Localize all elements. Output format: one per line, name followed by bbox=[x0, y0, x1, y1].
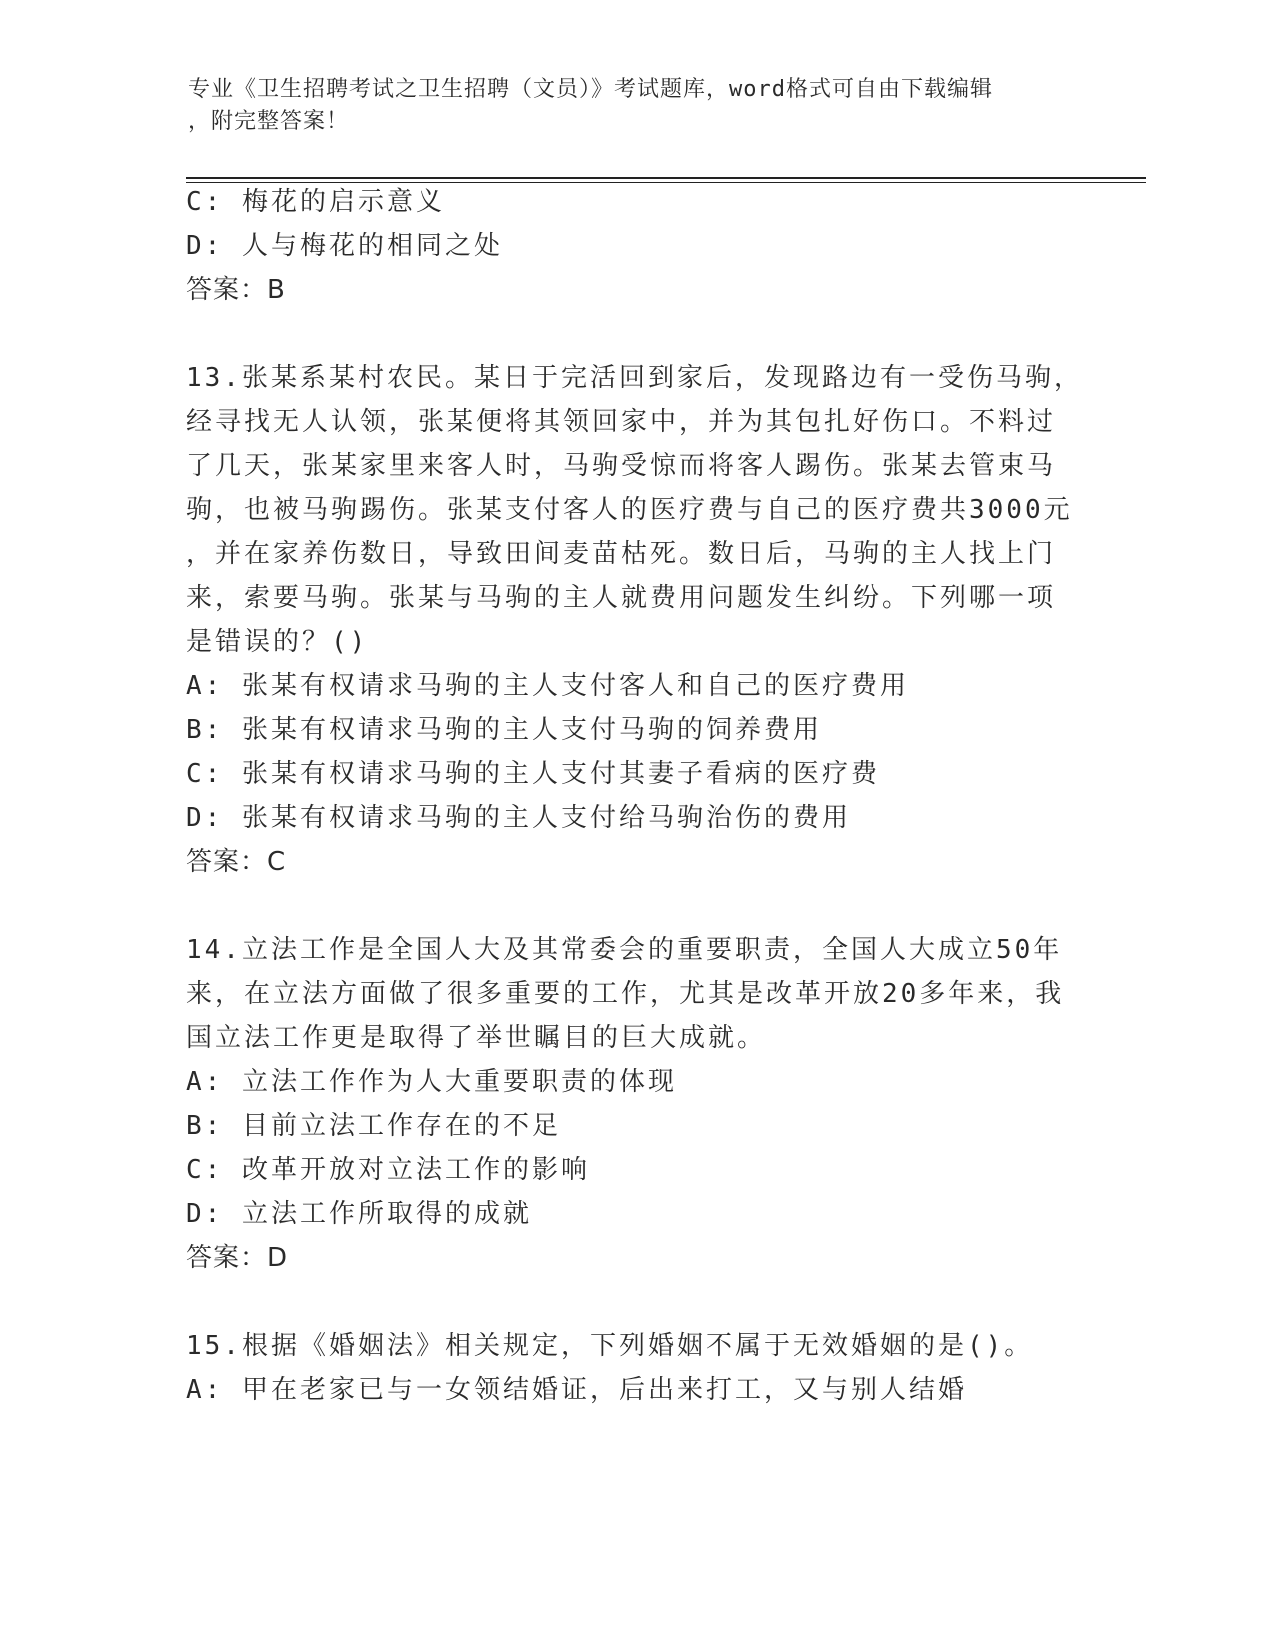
q14-stem-line: 国立法工作更是取得了举世瞩目的巨大成就。 bbox=[186, 1023, 767, 1053]
q13-stem-line: 驹，也被马驹踢伤。张某支付客人的医疗费与自己的医疗费共3000元 bbox=[186, 495, 1073, 525]
q14-stem-line: 14.立法工作是全国人大及其常委会的重要职责，全国人大成立50年 bbox=[186, 935, 1063, 965]
q13-stem-line: 13.张某系某村农民。某日于完活回到家后，发现路边有一受伤马驹， bbox=[186, 363, 1083, 393]
q15-stem-line: 15.根据《婚姻法》相关规定，下列婚姻不属于无效婚姻的是()。 bbox=[186, 1331, 1034, 1361]
header-line-2: ，附完整答案！ bbox=[188, 109, 350, 134]
q13-option-c: C: 张某有权请求马驹的主人支付其妻子看病的医疗费 bbox=[186, 759, 880, 789]
q14-option-c: C: 改革开放对立法工作的影响 bbox=[186, 1155, 590, 1185]
q15-option-a: A: 甲在老家已与一女领结婚证，后出来打工，又与别人结婚 bbox=[186, 1375, 967, 1405]
q12-answer: 答案：B bbox=[186, 275, 286, 305]
header-divider-thick bbox=[186, 177, 1146, 179]
q14-option-b: B: 目前立法工作存在的不足 bbox=[186, 1111, 561, 1141]
q13-stem-line: 来，索要马驹。张某与马驹的主人就费用问题发生纠纷。下列哪一项 bbox=[186, 583, 1057, 613]
q13-option-b: B: 张某有权请求马驹的主人支付马驹的饲养费用 bbox=[186, 715, 822, 745]
q12-option-d: D: 人与梅花的相同之处 bbox=[186, 231, 503, 261]
q14-answer: 答案：D bbox=[186, 1243, 289, 1273]
q13-stem-line: 经寻找无人认领，张某便将其领回家中，并为其包扎好伤口。不料过 bbox=[186, 407, 1057, 437]
header-divider-thin bbox=[186, 182, 1146, 183]
q13-stem-line: 了几天，张某家里来客人时，马驹受惊而将客人踢伤。张某去管束马 bbox=[186, 451, 1057, 481]
q12-option-c: C: 梅花的启示意义 bbox=[186, 187, 445, 217]
q13-answer: 答案：C bbox=[186, 847, 287, 877]
q13-option-a: A: 张某有权请求马驹的主人支付客人和自己的医疗费用 bbox=[186, 671, 909, 701]
q14-stem-line: 来，在立法方面做了很多重要的工作，尤其是改革开放20多年来，我 bbox=[186, 979, 1065, 1009]
header-line-1: 专业《卫生招聘考试之卫生招聘（文员）》考试题库，word格式可自由下载编辑 bbox=[188, 77, 993, 102]
q13-stem-line: 是错误的？() bbox=[186, 627, 369, 657]
q14-option-d: D: 立法工作所取得的成就 bbox=[186, 1199, 532, 1229]
q14-option-a: A: 立法工作作为人大重要职责的体现 bbox=[186, 1067, 677, 1097]
q13-stem-line: ，并在家养伤数日，导致田间麦苗枯死。数日后，马驹的主人找上门 bbox=[186, 539, 1057, 569]
document-header bbox=[188, 74, 1068, 138]
q13-option-d: D: 张某有权请求马驹的主人支付给马驹治伤的费用 bbox=[186, 803, 851, 833]
